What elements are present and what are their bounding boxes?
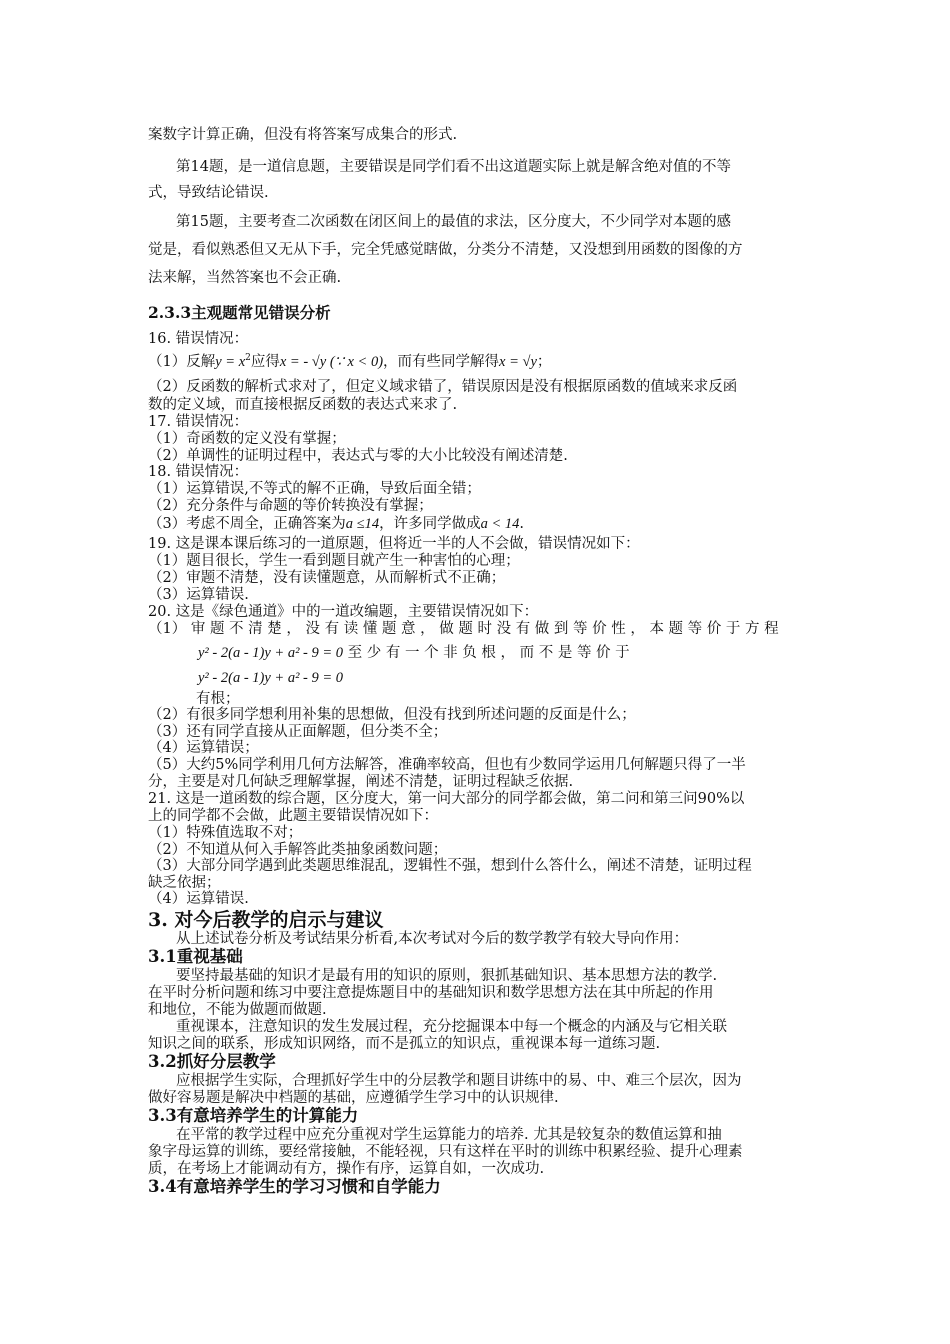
paragraph-line-with-math: y² - 2(a - 1)y + a² - 9 = 0 至 少 有 一 个 非 负 根 ， 而 不 是 等 价 于 [198, 645, 630, 661]
paragraph-line: （3）还有同学直接从正面解题，但分类不全； [148, 724, 448, 740]
paragraph-line: 法来解，当然答案也不会正确. [148, 270, 342, 286]
paragraph-line-with-math: （1）反解$y = x^2$应得x = - √y (∵ x < 0)，而有些同学解得x = √y； [148, 353, 552, 370]
paragraph-line: 18. 错误情况： [148, 464, 249, 480]
paragraph-line: 第14题，是一道信息题，主要错误是同学们看不出这道题实际上就是解含绝对值的不等 [176, 159, 731, 175]
paragraph-line: 做好容易题是解决中档题的基础，应遵循学生学习中的认识规律. [148, 1090, 559, 1106]
paragraph-line: 案数字计算正确，但没有将答案写成集合的形式. [148, 127, 458, 143]
paragraph-line: （2）单调性的证明过程中，表达式与零的大小比较没有阐述清楚. [148, 448, 568, 464]
paragraph-line: 觉是，看似熟悉但又无从下手，完全凭感觉瞎做，分类分不清楚，又没想到用函数的图像的方 [148, 242, 743, 258]
paragraph-line: 质，在考场上才能调动有方，操作有序，运算自如，一次成功. [148, 1161, 545, 1177]
paragraph-line: 分，主要是对几何缺乏理解掌握，阐述不清楚，证明过程缺乏依据. [148, 774, 574, 790]
paragraph-line: （2）审题不清楚，没有读懂题意，从而解析式不正确； [148, 570, 506, 586]
paragraph-line: （2）不知道从何入手解答此类抽象函数问题； [148, 842, 448, 858]
paragraph-line: （1）题目很长，学生一看到题目就产生一种害怕的心理； [148, 553, 520, 569]
paragraph-line: （2）反函数的解析式求对了，但定义域求错了，错误原因是没有根据原函数的值域来求反函 [148, 379, 738, 395]
paragraph-line: 要坚持最基础的知识才是最有用的知识的原则，狠抓基础知识、基本思想方法的教学. [176, 968, 718, 984]
paragraph-line: 有根； [196, 691, 240, 707]
paragraph-line: （1）特殊值选取不对； [148, 825, 303, 841]
paragraph-line: （2）充分条件与命题的等价转换没有掌握； [148, 498, 433, 514]
paragraph-line: 20. 这是《绿色通道》中的一道改编题，主要错误情况如下： [148, 604, 539, 620]
paragraph-line: （4）运算错误. [148, 891, 249, 907]
paragraph-line: （1）运算错误,不等式的解不正确，导致后面全错； [148, 481, 481, 497]
section-heading-3-1: 3.1重视基础 [148, 947, 243, 966]
paragraph-line: （1）奇函数的定义没有掌握； [148, 431, 346, 447]
math-equation: y² - 2(a - 1)y + a² - 9 = 0 [198, 670, 344, 686]
paragraph-line: 缺乏依据； [148, 875, 221, 891]
section-heading-3-2: 3.2抓好分层教学 [148, 1052, 276, 1071]
paragraph-line: 象字母运算的训练，要经常接触，不能轻视，只有这样在平时的训练中积累经验、提升心理素 [148, 1144, 743, 1160]
paragraph-line: 在平时分析问题和练习中要注意提炼题目中的基础知识和数学思想方法在其中所起的作用 [148, 985, 714, 1001]
section-heading-3: 3. 对今后教学的启示与建议 [148, 909, 384, 931]
paragraph-line: （1） 审 题 不 清 楚 ， 没 有 读 懂 题 意 ， 做 题 时 没 有 做 到 等 价 性 ， 本 题 等 价 于 方 程 [148, 621, 779, 637]
paragraph-line: 上的同学都不会做，此题主要错误情况如下： [148, 808, 438, 824]
paragraph-line: 21. 这是一道函数的综合题，区分度大，第一问大部分的同学都会做，第二问和第三问90%以 [148, 791, 745, 807]
paragraph-line: 19. 这是课本课后练习的一道原题，但将近一半的人不会做，错误情况如下： [148, 536, 640, 552]
paragraph-line: 16. 错误情况： [148, 331, 249, 347]
paragraph-line-with-math: （3）考虑不周全，正确答案为a ≤14，许多同学做成a < 14. [148, 516, 524, 532]
section-heading-3-4: 3.4有意培养学生的学习习惯和自学能力 [148, 1177, 441, 1196]
paragraph-line: 第15题，主要考查二次函数在闭区间上的最值的求法，区分度大，不少同学对本题的感 [176, 214, 731, 230]
paragraph-line: 在平常的教学过程中应充分重视对学生运算能力的培养. 尤其是较复杂的数值运算和抽 [176, 1127, 722, 1143]
paragraph-line: 知识之间的联系，形成知识网络，而不是孤立的知识点，重视课本每一道练习题. [148, 1036, 661, 1052]
paragraph-line: （3）运算错误. [148, 587, 249, 603]
paragraph-line: 式，导致结论错误. [148, 185, 269, 201]
paragraph-line: 17. 错误情况： [148, 414, 249, 430]
section-heading-2-3-3: 2.3.3主观题常见错误分析 [148, 303, 331, 322]
paragraph-line: 数的定义域，而直接根据反函数的表达式来求了. [148, 397, 458, 413]
section-heading-3-3: 3.3有意培养学生的计算能力 [148, 1106, 359, 1125]
paragraph-line: （5）大约5%同学利用几何方法解答，准确率较高，但也有少数同学运用几何解题只得了一半 [148, 757, 746, 773]
paragraph-line: 应根据学生实际，合理抓好学生中的分层教学和题目讲练中的易、中、难三个层次，因为 [176, 1073, 742, 1089]
paragraph-line: （3）大部分同学遇到此类题思维混乱，逻辑性不强，想到什么答什么，阐述不清楚，证明过程 [148, 858, 752, 874]
paragraph-line: （4）运算错误； [148, 740, 259, 756]
paragraph-line: 和地位，不能为做题而做题. [148, 1002, 327, 1018]
paragraph-line: 从上述试卷分析及考试结果分析看,本次考试对今后的数学教学有较大导向作用： [176, 931, 689, 947]
paragraph-line: （2）有很多同学想利用补集的思想做，但没有找到所述问题的反面是什么； [148, 707, 636, 723]
paragraph-line: 重视课本，注意知识的发生发展过程，充分挖掘课本中每一个概念的内涵及与它相关联 [176, 1019, 727, 1035]
